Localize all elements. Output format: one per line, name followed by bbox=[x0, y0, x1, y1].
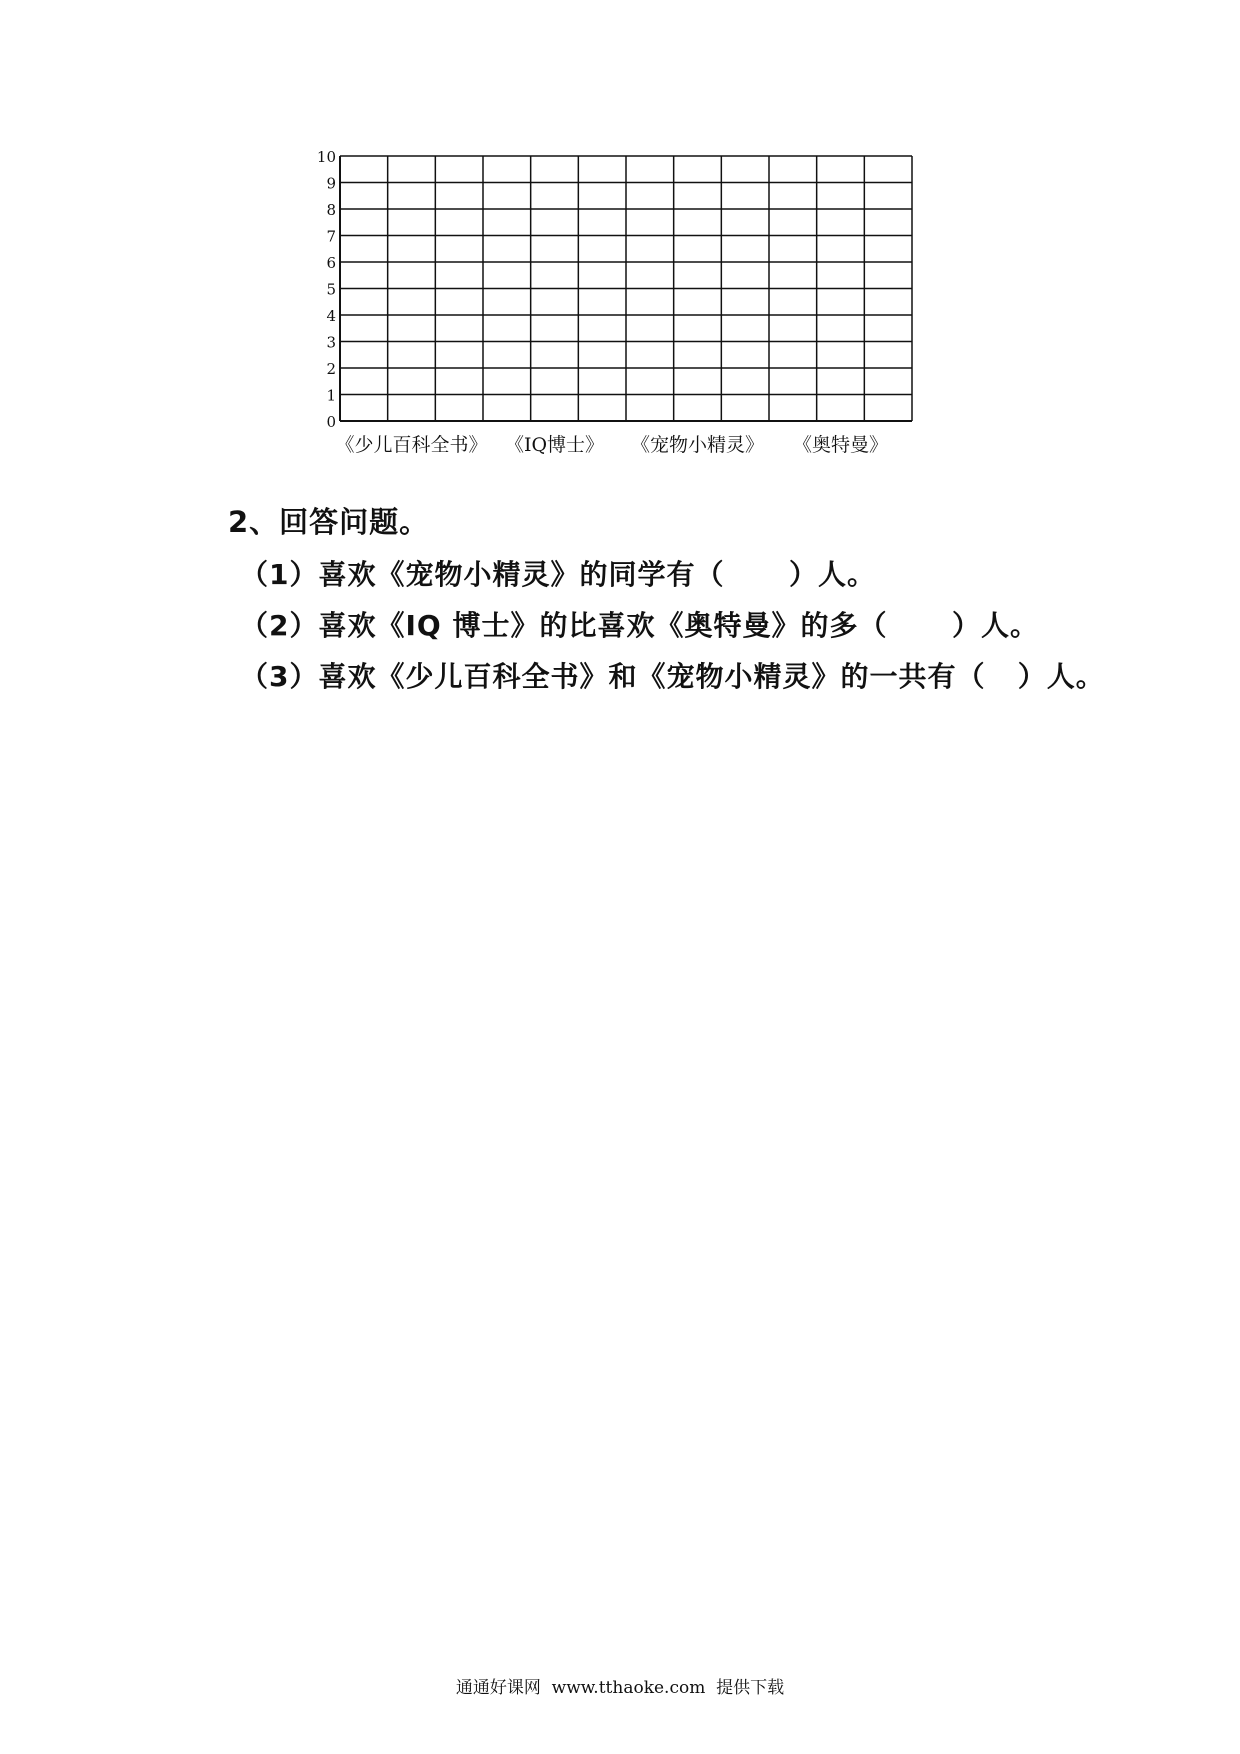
question-3: （3）喜欢《少儿百科全书》和《宠物小精灵》的一共有（ ）人。 bbox=[240, 660, 1105, 693]
y-tick-label: 2 bbox=[326, 360, 336, 378]
bar-chart-grid bbox=[300, 140, 940, 470]
y-tick-label: 9 bbox=[326, 174, 336, 193]
y-tick-label: 7 bbox=[326, 227, 336, 246]
y-tick-label: 6 bbox=[326, 254, 336, 272]
x-category-label: 《奥特曼》 bbox=[792, 434, 889, 456]
section-title: 2、回答问题。 bbox=[228, 505, 430, 539]
question-2: （2）喜欢《IQ 博士》的比喜欢《奥特曼》的多（ ）人。 bbox=[240, 609, 1039, 642]
y-tick-label: 0 bbox=[326, 413, 336, 431]
x-category-label: 《少儿百科全书》 bbox=[335, 434, 488, 456]
x-category-label: 《宠物小精灵》 bbox=[630, 434, 765, 456]
question-1: （1）喜欢《宠物小精灵》的同学有（ ）人。 bbox=[240, 558, 876, 591]
y-tick-label: 10 bbox=[316, 148, 336, 166]
y-tick-label: 3 bbox=[326, 333, 336, 352]
y-tick-label: 4 bbox=[326, 307, 336, 325]
footer-credit: 通通好课网 www.tthaoke.com 提供下载 bbox=[455, 1678, 785, 1698]
y-tick-label: 5 bbox=[326, 280, 336, 299]
y-tick-label: 1 bbox=[326, 386, 336, 405]
y-tick-label: 8 bbox=[326, 201, 336, 219]
x-category-label: 《IQ博士》 bbox=[504, 434, 605, 456]
